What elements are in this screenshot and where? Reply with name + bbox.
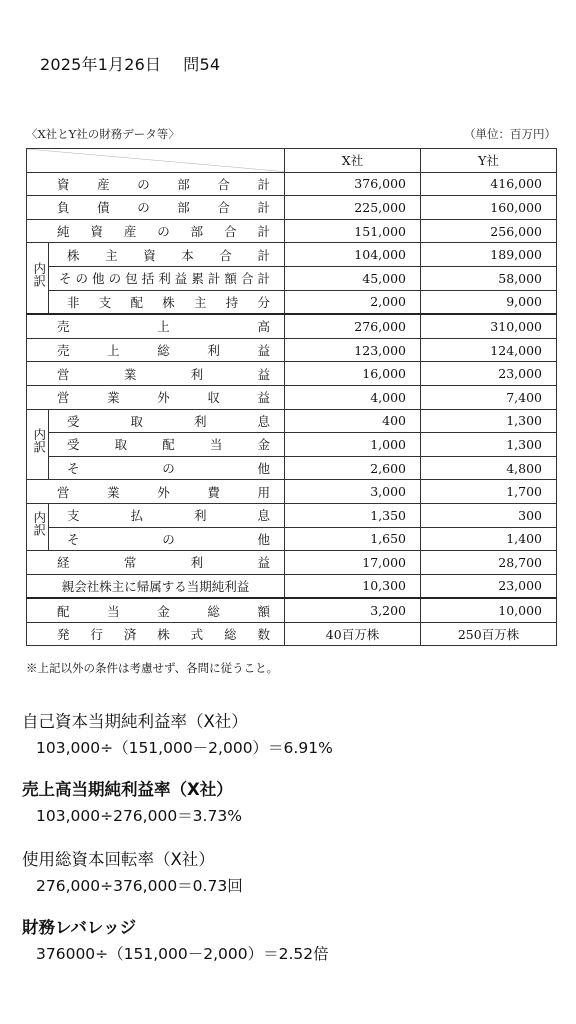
- breakdown-label: [27, 409, 49, 480]
- table-row: [27, 290, 557, 314]
- calc-title: 売上高当期純利益率（X社）: [22, 780, 233, 799]
- table-caption: [26, 126, 556, 142]
- y-value: 1,400: [421, 527, 557, 551]
- y-value: 7,400: [421, 385, 557, 409]
- breakdown-label-text: 内訳: [31, 510, 47, 536]
- x-value: 225,000: [285, 196, 421, 220]
- y-value: 4,800: [421, 456, 557, 480]
- x-value: 123,000: [285, 338, 421, 362]
- x-value: 376,000: [285, 172, 421, 196]
- table-header-row: [27, 149, 557, 173]
- row-label: その他の包括利益累計額合計: [49, 266, 285, 290]
- table-row: [27, 456, 557, 480]
- row-label: 株主資本合計: [49, 243, 285, 267]
- caption-title: 〈X社とY社の財務データ等〉: [26, 127, 180, 141]
- table-row: [27, 385, 557, 409]
- table-row: [27, 266, 557, 290]
- breakdown-label-text: 内訳: [31, 261, 47, 287]
- table-row: [27, 196, 557, 220]
- question-number: 問54: [183, 55, 221, 74]
- table-row: [27, 219, 557, 243]
- row-label: 親会社株主に帰属する当期純利益: [27, 574, 285, 598]
- row-label: 非支配株主持分: [49, 290, 285, 314]
- row-label: 営業利益: [27, 362, 285, 386]
- y-value: 250百万株: [421, 622, 557, 646]
- x-value: 45,000: [285, 266, 421, 290]
- row-label: 売上高: [27, 314, 285, 338]
- row-label: 配当金総額: [27, 598, 285, 622]
- y-value: 1,300: [421, 409, 557, 433]
- breakdown-label-text: 内訳: [31, 428, 47, 454]
- row-label: 受取利息: [49, 409, 285, 433]
- y-value: 160,000: [421, 196, 557, 220]
- y-value: 416,000: [421, 172, 557, 196]
- table-note: ※上記以外の条件は考慮せず、各問に従うこと。: [26, 661, 279, 675]
- row-label: その他: [49, 456, 285, 480]
- x-value: 276,000: [285, 314, 421, 338]
- row-label: 支払利息: [49, 503, 285, 527]
- table-row: [27, 527, 557, 551]
- table-row: [27, 551, 557, 575]
- row-label: 営業外収益: [27, 385, 285, 409]
- row-label: 受取配当金: [49, 433, 285, 457]
- table-row: [27, 362, 557, 386]
- table-row: [27, 503, 557, 527]
- row-label: 経常利益: [27, 551, 285, 575]
- calc-formula: 276,000÷376,000＝0.73回: [36, 877, 243, 895]
- calc-roe: [22, 708, 333, 758]
- table-row: [27, 172, 557, 196]
- table-row: [27, 243, 557, 267]
- y-value: 23,000: [421, 574, 557, 598]
- row-label: 発行済株式総数: [27, 622, 285, 646]
- column-header-x: X社: [285, 149, 421, 173]
- x-value: 1,350: [285, 503, 421, 527]
- calc-title: 自己資本当期純利益率（X社）: [22, 712, 248, 731]
- breakdown-label: [27, 503, 49, 550]
- calc-formula: 103,000÷276,000＝3.73%: [36, 807, 242, 825]
- y-value: 23,000: [421, 362, 557, 386]
- x-value: 16,000: [285, 362, 421, 386]
- x-value: 1,650: [285, 527, 421, 551]
- y-value: 300: [421, 503, 557, 527]
- table-row: [27, 433, 557, 457]
- calc-formula: 376000÷（151,000－2,000）＝2.52倍: [36, 945, 329, 963]
- x-value: 400: [285, 409, 421, 433]
- x-value: 2,600: [285, 456, 421, 480]
- y-value: 310,000: [421, 314, 557, 338]
- financial-table: [26, 148, 557, 646]
- y-value: 1,300: [421, 433, 557, 457]
- x-value: 3,000: [285, 480, 421, 504]
- y-value: 256,000: [421, 219, 557, 243]
- x-value: 104,000: [285, 243, 421, 267]
- x-value: 17,000: [285, 551, 421, 575]
- calc-financial-leverage: [22, 914, 329, 964]
- x-value: 1,000: [285, 433, 421, 457]
- column-header-y: Y社: [421, 149, 557, 173]
- y-value: 189,000: [421, 243, 557, 267]
- caption-unit: （単位：百万円）: [464, 127, 556, 141]
- y-value: 9,000: [421, 290, 557, 314]
- y-value: 124,000: [421, 338, 557, 362]
- calc-formula: 103,000÷（151,000－2,000）＝6.91%: [36, 739, 333, 757]
- table-row: [27, 622, 557, 646]
- calc-title: 財務レバレッジ: [22, 918, 137, 937]
- y-value: 10,000: [421, 598, 557, 622]
- diagonal-header-cell: [27, 149, 285, 173]
- header: [40, 52, 220, 75]
- table-row: [27, 480, 557, 504]
- table-row: [27, 598, 557, 622]
- x-value: 151,000: [285, 219, 421, 243]
- row-label: その他: [49, 527, 285, 551]
- row-label: 純資産の部合計: [27, 219, 285, 243]
- calc-net-margin: [22, 776, 242, 826]
- breakdown-label: [27, 243, 49, 314]
- table-row: [27, 338, 557, 362]
- y-value: 58,000: [421, 266, 557, 290]
- date-text: 2025年1月26日: [40, 55, 162, 74]
- row-label: 資産の部合計: [27, 172, 285, 196]
- calc-title: 使用総資本回転率（X社）: [22, 850, 215, 869]
- table-row: [27, 409, 557, 433]
- row-label: 営業外費用: [27, 480, 285, 504]
- table-row: [27, 574, 557, 598]
- x-value: 2,000: [285, 290, 421, 314]
- x-value: 4,000: [285, 385, 421, 409]
- y-value: 1,700: [421, 480, 557, 504]
- row-label: 負債の部合計: [27, 196, 285, 220]
- x-value: 10,300: [285, 574, 421, 598]
- row-label: 売上総利益: [27, 338, 285, 362]
- x-value: 3,200: [285, 598, 421, 622]
- x-value: 40百万株: [285, 622, 421, 646]
- y-value: 28,700: [421, 551, 557, 575]
- calc-asset-turnover: [22, 846, 243, 896]
- table-row: [27, 314, 557, 338]
